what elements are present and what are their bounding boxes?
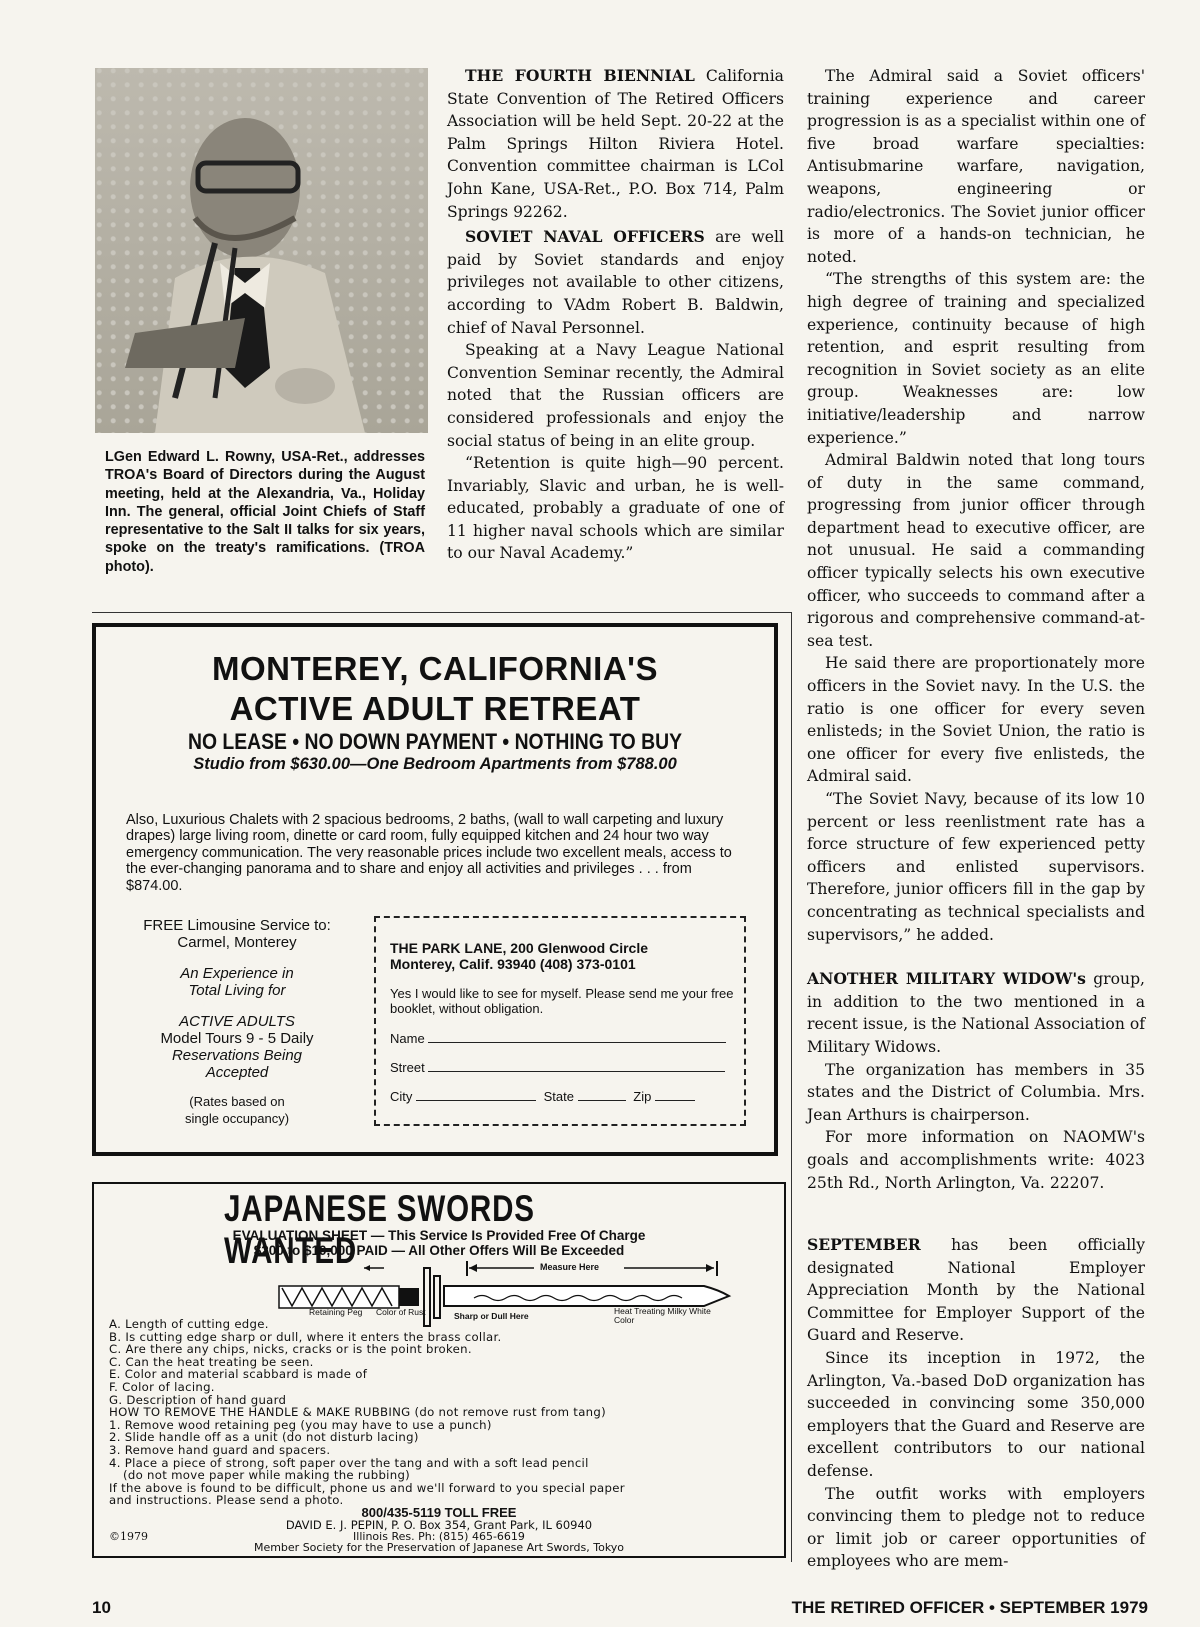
page-number: 10 bbox=[92, 1598, 111, 1617]
list-item: C. Can the heat treating be seen. bbox=[109, 1354, 314, 1369]
zip-field[interactable] bbox=[655, 1088, 695, 1101]
monterey-ad bbox=[92, 623, 778, 1156]
article-convention bbox=[447, 65, 784, 223]
paragraph: He said there are proportionately more officers in the Soviet navy. In the U.S. the ratio is one officer for every seven enlisteds; in the Soviet Union, the ratio is one officer for every five enlisteds, the Admiral said. bbox=[807, 654, 1145, 786]
list-item: B. Is cutting edge sharp or dull, where it enters the brass collar. bbox=[109, 1329, 502, 1344]
ad-headline-1: MONTEREY, CALIFORNIA'S bbox=[211, 650, 659, 687]
coupon-city-row bbox=[390, 1088, 735, 1104]
ad-body: Also, Luxurious Chalets with 2 spacious bedrooms, 2 baths, (wall to wall carpeting and luxury drapes) large living room, dinette or card room, fully equipped kitchen and 24 hour two way emergency communication. The very reasonable prices include two excellent meals, access to the ever-changing panorama and to share and enjoy all activities and privileges . . . from $874.00. bbox=[126, 812, 732, 894]
zip-label: Zip bbox=[633, 1089, 652, 1104]
soviet-text: are well paid by Soviet standards and enjoy privileges not available to other citizens, according to VAdm Robert B. Baldwin, chief of Naval Personnel. bbox=[447, 228, 784, 337]
city-label: City bbox=[390, 1089, 413, 1104]
name-field[interactable] bbox=[428, 1030, 726, 1043]
paragraph: Admiral Baldwin noted that long tours of duty in the same command, progressing from junior officer through department head to executive officer, are not unusual. He said a commanding officer typically selects his own executive officer, who succeeds to command after a rigorous and comprehensive command-at-sea test. bbox=[807, 451, 1145, 650]
label-measure: Measure Here bbox=[540, 1262, 600, 1272]
lead-military-widow: ANOTHER MILITARY WIDOW's bbox=[807, 969, 1086, 989]
september-text: has been officially designated National Employer Appreciation Month by the National Committee for Employer Support of the Guard and Reserve. bbox=[807, 1236, 1145, 1345]
coupon-address-1: THE PARK LANE, 200 Glenwood Circle bbox=[390, 940, 649, 956]
limo-line-2: Carmel, Monterey bbox=[177, 934, 297, 951]
swords-phone: 800/435-5119 TOLL FREE bbox=[361, 1505, 517, 1520]
ad-top-rule bbox=[92, 612, 792, 613]
list-item: If the above is found to be difficult, phone us and we'll forward to you special paper bbox=[109, 1480, 625, 1495]
swords-member: Member Society for the Preservation of Japanese Art Swords, Tokyo bbox=[253, 1541, 625, 1554]
paragraph: The outfit works with employers convincing them to pledge not to reduce or limit job or career opportunities of employees who are mem- bbox=[807, 1484, 1145, 1571]
rates-2: single occupancy) bbox=[184, 1111, 290, 1126]
article-widows bbox=[807, 968, 1145, 1058]
paragraph: “Retention is quite high—90 percent. Invariably, Slavic and urban, he is well-educated, probably a graduate of one of 11 higher naval schools which are similar to our Naval Academy.” bbox=[447, 454, 784, 563]
swords-ad bbox=[92, 1182, 786, 1558]
state-label: State bbox=[543, 1089, 574, 1104]
label-sharp: Sharp or Dull Here bbox=[454, 1311, 529, 1321]
paragraph: The Admiral said a Soviet officers' training experience and career progression is as a specialist within one of five broad warfare specialties: Antisubmarine warfare, navigation, weapons, engineering or radio/electronics. The Soviet junior officer is more of a hands-on technician, he noted. bbox=[807, 67, 1145, 266]
swords-title: JAPANESE SWORDS WANTED bbox=[224, 1188, 535, 1271]
coupon-text: Yes I would like to see for myself. Please send me your free booklet, without obligation. bbox=[390, 986, 734, 1016]
paragraph: Since its inception in 1972, the Arlington, Va.-based DoD organization has succeeded in convincing some 350,000 employers that the Guard and Reserve are excellent contributors to our national defense. bbox=[807, 1349, 1145, 1481]
speaker-photo bbox=[95, 68, 428, 433]
article-september bbox=[807, 1234, 1145, 1347]
paragraph: Speaking at a Navy League National Convention Seminar recently, the Admiral noted that the Russian officers are considered professionals and enjoy the social status of being in an elite group. bbox=[447, 341, 784, 450]
widows-text: group, in addition to the two mentioned in a recent issue, is the National Association of Military Widows. bbox=[807, 970, 1146, 1056]
coupon-name-row bbox=[390, 1030, 735, 1046]
swords-illinois: Illinois Res. Ph: (815) 465-6619 bbox=[353, 1530, 525, 1543]
list-item: HOW TO REMOVE THE HANDLE & MAKE RUBBING (do not remove rust from tang) bbox=[109, 1405, 606, 1420]
list-item: (do not move paper while making the rubbing) bbox=[123, 1468, 411, 1483]
lead-fourth-biennial: THE FOURTH BIENNIAL bbox=[465, 66, 695, 85]
ad-headline-2: ACTIVE ADULT RETREAT bbox=[229, 690, 641, 727]
right-column bbox=[807, 65, 1145, 1573]
convention-text: California State Convention of The Retired Officers Association will be held Sept. 20-22 at the Palm Springs Hilton Riviera Hotel. Convention committee chairman is LCol John Kane, USA-Ret., P.O. Box 714, Palm Springs 92262. bbox=[447, 67, 784, 221]
list-item: 1. Remove wood retaining peg (you may have to use a punch) bbox=[109, 1417, 492, 1432]
list-item: F. Color of lacing. bbox=[109, 1379, 215, 1394]
list-item: 4. Place a piece of strong, soft paper over the tang and with a soft lead pencil bbox=[109, 1455, 589, 1470]
ad-prices: Studio from $630.00—One Bedroom Apartments from $788.00 bbox=[193, 755, 677, 773]
article-soviet bbox=[447, 226, 784, 339]
active-adults: ACTIVE ADULTS bbox=[179, 1013, 295, 1030]
ad-subhead: NO LEASE • NO DOWN PAYMENT • NOTHING TO BUY bbox=[187, 729, 683, 754]
street-label: Street bbox=[390, 1060, 425, 1075]
reservations-1: Reservations Being bbox=[171, 1047, 303, 1064]
coupon-street-row bbox=[390, 1059, 735, 1075]
list-item: 3. Remove hand guard and spacers. bbox=[109, 1442, 331, 1457]
evaluation-list bbox=[109, 1318, 779, 1507]
rates-1: (Rates based on bbox=[189, 1094, 285, 1109]
list-item: C. Are there any chips, nicks, cracks or is the point broken. bbox=[109, 1342, 472, 1357]
city-field[interactable] bbox=[416, 1088, 536, 1101]
list-item: G. Description of hand guard bbox=[109, 1392, 287, 1407]
coupon-address-2: Monterey, Calif. 93940 (408) 373-0101 bbox=[390, 956, 636, 972]
speaker-illustration bbox=[95, 68, 428, 433]
swords-line-2: $200 to $10,000 PAID — All Other Offers Will Be Exceeded bbox=[253, 1243, 625, 1258]
coupon bbox=[374, 916, 746, 1126]
list-item: A. Length of cutting edge. bbox=[109, 1317, 269, 1331]
limo-line-1: FREE Limousine Service to: bbox=[143, 917, 331, 934]
label-rust: Color of Rust bbox=[376, 1307, 426, 1317]
experience-line-2: Total Living for bbox=[188, 982, 286, 999]
publication-footer: THE RETIRED OFFICER • SEPTEMBER 1979 bbox=[791, 1598, 1148, 1617]
copyright: ©1979 bbox=[109, 1530, 148, 1543]
street-field[interactable] bbox=[428, 1059, 725, 1072]
paragraph: “The strengths of this system are: the high degree of training and specialized experience, continuity because of high retention, and esprit resulting from recognition in Soviet society as an elite group. Weaknesses are: low initiative/leadership and narrow experience.” bbox=[807, 270, 1145, 447]
lead-september: SEPTEMBER bbox=[807, 1235, 921, 1255]
paragraph: For more information on NAOMW's goals and accomplishments write: 4023 25th Rd., North Arlington, Va. 22207. bbox=[807, 1128, 1145, 1192]
lead-soviet-naval: SOVIET NAVAL OFFICERS bbox=[465, 227, 705, 247]
reservations-2: Accepted bbox=[205, 1064, 269, 1081]
model-tours: Model Tours 9 - 5 Daily bbox=[160, 1030, 314, 1047]
list-item: E. Color and material scabbard is made of bbox=[109, 1367, 368, 1382]
paragraph: “The Soviet Navy, because of its low 10 percent or less reenlistment rate has a force structure of few experienced petty officers and enlisted supervisors. Therefore, junior officers fill in the gap by concentrating as technical specialists and supervisors,” he added. bbox=[807, 790, 1145, 944]
state-field[interactable] bbox=[578, 1088, 626, 1101]
swords-line-1: EVALUATION SHEET — This Service Is Provided Free Of Charge bbox=[232, 1228, 646, 1243]
experience-line-1: An Experience in bbox=[180, 965, 294, 982]
label-heat: Heat Treating Milky White Color bbox=[614, 1306, 711, 1325]
column-rule bbox=[791, 612, 792, 1562]
list-item: 2. Slide handle off as a unit (do not disturb lacing) bbox=[109, 1430, 419, 1445]
swords-address: DAVID E. J. PEPIN, P. O. Box 354, Grant Park, IL 60940 bbox=[285, 1518, 593, 1532]
paragraph: The organization has members in 35 states and the District of Columbia. Mrs. Jean Arthurs is chairperson. bbox=[807, 1060, 1145, 1124]
photo-caption: LGen Edward L. Rowny, USA-Ret., addresses TROA's Board of Directors during the August meeting, held at the Alexandria, Va., Holiday Inn. The general, official Joint Chiefs of Staff representative to the Salt II talks for six years, spoke on the treaty's ramifications. (TROA photo). bbox=[105, 449, 425, 575]
middle-column bbox=[447, 65, 784, 565]
name-label: Name bbox=[390, 1031, 425, 1046]
ad-left-info bbox=[122, 917, 352, 1127]
label-peg: Retaining Peg bbox=[309, 1307, 363, 1317]
list-item: and instructions. Please send a photo. bbox=[109, 1493, 344, 1508]
